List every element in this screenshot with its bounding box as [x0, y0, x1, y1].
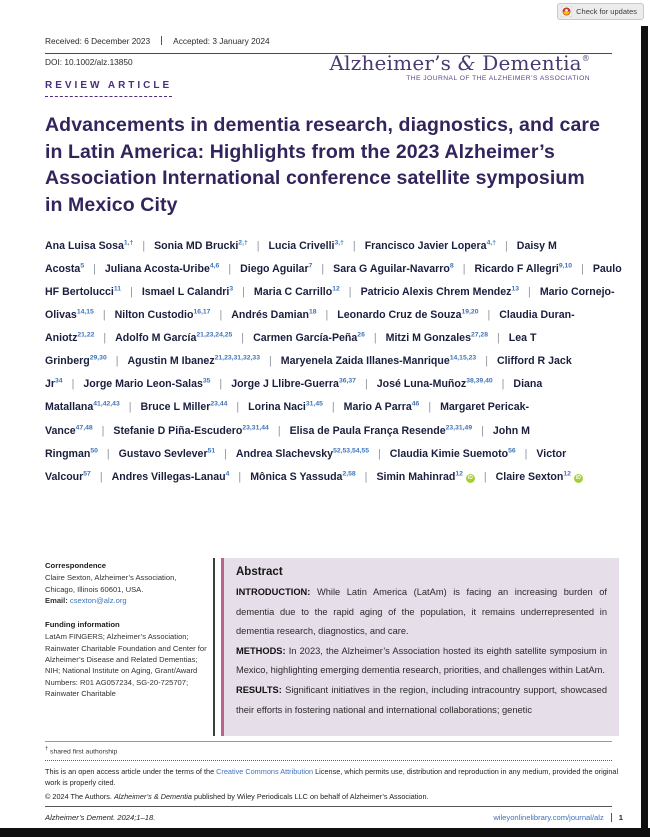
- footer-row: [45, 813, 623, 822]
- author-name: Patricio Alexis Chrem Mendez: [360, 285, 512, 298]
- author-superscript: 23,44: [210, 400, 228, 408]
- author: [119, 448, 215, 460]
- author-separator: |: [348, 285, 352, 298]
- author-superscript: 16,17: [193, 308, 211, 316]
- abstract-box: [221, 558, 619, 736]
- author-separator: |: [238, 470, 242, 483]
- author-superscript: 2,58: [342, 470, 356, 478]
- author-name: Agustin M Ibanez: [127, 355, 215, 368]
- author-superscript: 46: [411, 400, 420, 408]
- author: [240, 263, 312, 275]
- funding-text: LatAm FINGERS; Alzheimer’s Association; Rainwater Charitable Foundation and Center for Alzheimer’s Disease and Related Dementias; NIH; National Institute on Aging, Grant/Award Numbers: R01 AG057234, SG-20-725707; Rainwater Charitable: [45, 632, 207, 698]
- author-separator: |: [228, 262, 232, 275]
- author-name: Mitzi M Gonzales: [385, 332, 471, 345]
- author-separator: |: [128, 401, 132, 414]
- correspondence-lines: [45, 572, 207, 595]
- author-name: Jorge Mario Leon-Salas: [83, 378, 203, 391]
- author-superscript: 23,31,49: [445, 424, 473, 431]
- correspondence-heading: Correspondence: [45, 561, 107, 570]
- author-separator: |: [497, 332, 500, 345]
- author-superscript: 27,28: [470, 331, 488, 339]
- doi: DOI: 10.1002/alz.13850: [45, 57, 133, 67]
- author-superscript: 5: [80, 262, 85, 270]
- author-separator: |: [103, 332, 107, 345]
- author-superscript: 4,6: [209, 262, 220, 270]
- funding-block: [45, 619, 207, 699]
- author-superscript: 26: [357, 331, 365, 339]
- author-name: Victor Valcour: [45, 447, 567, 483]
- journal-tagline: THE JOURNAL OF THE ALZHEIMER’S ASSOCIATION: [406, 75, 590, 82]
- footnote-rule: [45, 741, 612, 742]
- author-name: Mario Cornejo-Olivas: [45, 285, 615, 321]
- author-separator: |: [364, 470, 368, 483]
- author-name: Claire Sexton: [495, 470, 564, 483]
- author-name: Lea T Grinberg: [45, 332, 537, 368]
- author-superscript: 14,15: [76, 308, 94, 316]
- author-separator: |: [106, 447, 110, 460]
- author-separator: |: [524, 447, 528, 460]
- author-superscript: 7: [308, 262, 313, 270]
- author-name: Leonardo Cruz de Souza: [337, 308, 462, 321]
- orcid-icon[interactable]: iD: [575, 474, 581, 481]
- orcid-icon[interactable]: iD: [467, 474, 473, 481]
- author-separator: |: [219, 378, 223, 391]
- author-separator: |: [236, 401, 240, 414]
- author: [248, 401, 323, 413]
- author-superscript: 2,†: [238, 239, 248, 246]
- author-separator: |: [102, 308, 106, 321]
- creative-commons-link[interactable]: Creative Commons Attribution: [216, 767, 314, 776]
- author-separator: |: [241, 332, 245, 345]
- author: [154, 240, 248, 252]
- author: [386, 332, 488, 344]
- author-separator: |: [373, 332, 377, 345]
- author: [290, 425, 473, 437]
- author-superscript: 52,53,54,55: [333, 447, 369, 455]
- author: [231, 378, 356, 390]
- author-name: Stefanie D Piña-Escudero: [113, 424, 243, 437]
- author: [141, 401, 228, 413]
- author-superscript: 14,15,23: [449, 354, 477, 362]
- shared-authorship-footnote: † shared first authorship: [45, 746, 118, 756]
- author-superscript: 13: [511, 285, 520, 293]
- journal-name: Alzheimer’s & Dementia®: [329, 51, 590, 75]
- author-superscript: 18: [308, 308, 317, 316]
- author-separator: |: [224, 447, 227, 460]
- author-superscript: 1,†: [123, 239, 134, 246]
- author-name: Paulo HF Bertolucci: [45, 262, 622, 298]
- author-superscript: 34: [55, 377, 63, 385]
- article-type-label: REVIEW ARTICLE: [45, 80, 172, 97]
- journal-logo: [329, 48, 590, 82]
- author: [377, 378, 493, 390]
- author-separator: |: [528, 285, 531, 298]
- author-separator: |: [268, 355, 272, 368]
- author-superscript: 29,30: [89, 354, 107, 362]
- author: [83, 378, 210, 390]
- author-name: Juliana Acosta-Uribe: [104, 262, 210, 275]
- author-name: Sara G Aguilar-Navarro: [333, 262, 450, 275]
- author-name: John M Ringman: [45, 424, 530, 460]
- author-separator: |: [487, 308, 491, 321]
- crossmark-icon: [561, 6, 572, 17]
- author-separator: |: [364, 378, 368, 391]
- author-superscript: 4: [225, 470, 230, 478]
- author: [45, 240, 133, 252]
- author-name: Gustavo Sevlever: [118, 447, 208, 460]
- author-superscript: 56: [508, 447, 516, 455]
- author-name: Maria C Carrillo: [253, 285, 333, 298]
- author: [361, 286, 519, 298]
- open-access-statement: This is an open access article under the terms of the Creative Commons Attribution License, which permits use, distribution and reproduction in any medium, provided the original work is properly cited.: [45, 767, 619, 787]
- author-superscript: 41,42,43: [93, 400, 120, 408]
- author-name: Simin Mahinrad: [376, 470, 456, 483]
- author-name: Diego Aguilar: [240, 262, 309, 275]
- author: [337, 309, 478, 321]
- author-separator: |: [462, 262, 466, 275]
- author-list: [45, 233, 623, 487]
- author-name: Andrés Damian: [231, 308, 309, 321]
- author-name: Mônica S Yassuda: [250, 470, 343, 483]
- author-superscript: 31,45: [305, 400, 323, 408]
- abstract-section-label: METHODS:: [236, 645, 286, 656]
- received-date: Received: 6 December 2023: [45, 36, 151, 46]
- author-superscript: 51: [207, 447, 216, 455]
- author-separator: |: [93, 262, 96, 275]
- author-superscript: 9,10: [558, 262, 573, 270]
- journal-citation: Alzheimer’s Dement. 2024;1–18.: [45, 813, 156, 822]
- author: [115, 332, 232, 344]
- author: [253, 332, 365, 344]
- author-name: Clifford R Jack Jr: [45, 355, 572, 391]
- correspondence-line: Claire Sexton, Alzheimer’s Association,: [45, 573, 177, 583]
- email-link[interactable]: csexton@alz.org: [69, 595, 127, 605]
- author-name: Ricardo F Allegri: [474, 262, 559, 275]
- author-separator: |: [115, 355, 119, 368]
- journal-ampersand: &: [451, 51, 483, 75]
- abstract-section-label: INTRODUCTION:: [236, 587, 311, 597]
- abstract-paragraph: METHODS: In 2023, the Alzheimer’s Association hosted its eighth satellite symposium in Mexico, highlighting emerging dementia research, priorities, and challenges within LatAm.: [236, 645, 607, 676]
- author-separator: |: [483, 470, 487, 483]
- author-name: Maryenela Zaida Illanes-Manrique: [280, 355, 450, 368]
- author-separator: |: [219, 308, 223, 321]
- author-separator: |: [242, 285, 245, 298]
- author-separator: |: [321, 262, 325, 275]
- footer-divider: [611, 813, 612, 822]
- author-name: Daisy M Acosta: [45, 239, 557, 275]
- author: [376, 471, 474, 483]
- author: [112, 471, 230, 483]
- author-name: Elisa de Paula França Resende: [289, 424, 446, 437]
- author-separator: |: [352, 239, 356, 252]
- author: [142, 286, 233, 298]
- author-name: Claudia Kimie Suemoto: [389, 447, 509, 460]
- author-name: Carmen García-Peña: [253, 332, 358, 345]
- author-separator: |: [331, 401, 335, 414]
- abstract-paragraph: RESULTS: Significant initiatives in the region, including intracountry support, showcased their efforts in fostering national and international collaborations; genetic: [236, 684, 607, 715]
- registered-mark: ®: [581, 54, 590, 63]
- author-name: Bruce L Miller: [140, 401, 211, 414]
- author-superscript: 11: [113, 285, 122, 293]
- author-separator: |: [325, 308, 329, 321]
- author-separator: |: [71, 378, 75, 391]
- author: [390, 448, 516, 460]
- author-superscript: 12: [332, 285, 340, 293]
- author-superscript: 21,23,24,25: [196, 331, 233, 339]
- author-superscript: 47,48: [75, 424, 93, 431]
- license-block: [45, 767, 623, 802]
- page-edge-bottom: [0, 828, 650, 837]
- author-separator: |: [505, 239, 508, 252]
- accepted-date: Accepted: 3 January 2024: [173, 36, 270, 46]
- author-superscript: 23,31,44: [242, 424, 269, 431]
- left-column: [45, 560, 207, 712]
- author-name: Lorina Naci: [248, 401, 306, 414]
- journal-url-link[interactable]: wileyonlinelibrary.com/journal/alz: [493, 813, 604, 822]
- author: [474, 263, 572, 275]
- author: [333, 263, 454, 275]
- author-name: Andres Villegas-Lanau: [111, 470, 226, 483]
- author-superscript: 3,†: [334, 239, 344, 246]
- author-superscript: 35: [202, 377, 211, 385]
- author-name: Adolfo M García: [115, 332, 197, 345]
- author-name: Lucia Crivelli: [268, 239, 335, 252]
- author-superscript: 19,20: [461, 308, 479, 316]
- author-superscript: 36,37: [338, 377, 356, 385]
- author-superscript: 4,†: [486, 239, 497, 246]
- author-name: Mario A Parra: [343, 401, 412, 414]
- author-name: Ana Luisa Sosa: [45, 239, 124, 252]
- correspondence-block: [45, 560, 207, 606]
- author: [496, 471, 583, 483]
- check-for-updates-label: Check for updates: [576, 7, 637, 16]
- footer-rule: [45, 806, 612, 807]
- author-name: Andrea Slachevsky: [235, 447, 334, 460]
- funding-heading: Funding information: [45, 620, 120, 630]
- author-name: Nilton Custodio: [114, 308, 194, 321]
- author-superscript: 12: [455, 470, 463, 478]
- author: [236, 448, 369, 460]
- correspondence-email-row: [45, 595, 207, 606]
- author: [105, 263, 219, 275]
- author-superscript: 50: [90, 447, 98, 455]
- email-label: Email:: [45, 595, 70, 605]
- author-separator: |: [99, 470, 103, 483]
- author-name: Jorge J Llibre-Guerra: [231, 378, 339, 391]
- author-separator: |: [130, 285, 133, 298]
- author-name: Ismael L Calandri: [141, 285, 230, 298]
- dates-divider: [161, 36, 162, 45]
- author: [128, 355, 260, 367]
- author-separator: |: [501, 378, 505, 391]
- author-superscript: 3: [229, 285, 234, 293]
- author: [231, 309, 316, 321]
- author: [250, 471, 355, 483]
- author-separator: |: [481, 424, 484, 437]
- dotted-divider: [45, 760, 612, 761]
- abstract-paragraphs: [236, 583, 607, 720]
- author-name: Margaret Pericak-Vance: [45, 401, 530, 437]
- abstract-paragraph: INTRODUCTION: While Latin America (LatAm) is facing an increasing burden of dementia due to the rapid aging of the population, it remains underrepresented in dementia research, diagnostics, and care.: [236, 587, 607, 637]
- author-name: José Luna-Muñoz: [376, 378, 467, 391]
- author-superscript: 21,23,31,32,33: [214, 354, 260, 362]
- article-title: Advancements in dementia research, diagnostics, and care in Latin America: Highlights from the 2023 Alzheimer’s Association International conference satellite symposium in Mexico City: [45, 114, 601, 216]
- author-separator: |: [485, 355, 488, 368]
- author-separator: |: [142, 239, 146, 252]
- author: [254, 286, 340, 298]
- abstract-section-label: RESULTS:: [236, 684, 282, 695]
- author-separator: |: [256, 239, 260, 252]
- author-separator: |: [581, 262, 584, 275]
- author-name: Sonia MD Brucki: [154, 239, 239, 252]
- author-separator: |: [101, 424, 105, 437]
- author-name: Francisco Javier Lopera: [364, 239, 487, 252]
- author: [115, 309, 211, 321]
- author-superscript: 57: [83, 470, 91, 478]
- author-name: Claudia Duran-Aniotz: [45, 308, 575, 345]
- author: [269, 240, 344, 252]
- author-separator: |: [377, 447, 381, 460]
- author-separator: |: [277, 424, 281, 437]
- author-separator: |: [428, 401, 432, 414]
- correspondence-line: Chicago, Illinois 60601, USA.: [45, 584, 144, 594]
- author-superscript: 38,39,40: [466, 377, 493, 385]
- author-superscript: 8: [449, 262, 454, 270]
- abstract-heading: Abstract: [236, 566, 283, 578]
- copyright-statement: © 2024 The Authors. Alzheimer’s & Dementia published by Wiley Periodicals LLC on behalf of Alzheimer’s Association.: [45, 791, 429, 801]
- author-superscript: 12: [563, 470, 571, 478]
- author: [113, 425, 268, 437]
- author: [344, 401, 420, 413]
- author-superscript: 21,22: [77, 331, 95, 339]
- page-number: 1: [618, 813, 623, 822]
- column-divider: [213, 558, 215, 736]
- author-name: Diana Matallana: [45, 378, 543, 414]
- author: [281, 355, 476, 367]
- page-edge-right: [641, 26, 648, 828]
- author: [365, 240, 496, 252]
- check-for-updates-button[interactable]: [557, 3, 644, 20]
